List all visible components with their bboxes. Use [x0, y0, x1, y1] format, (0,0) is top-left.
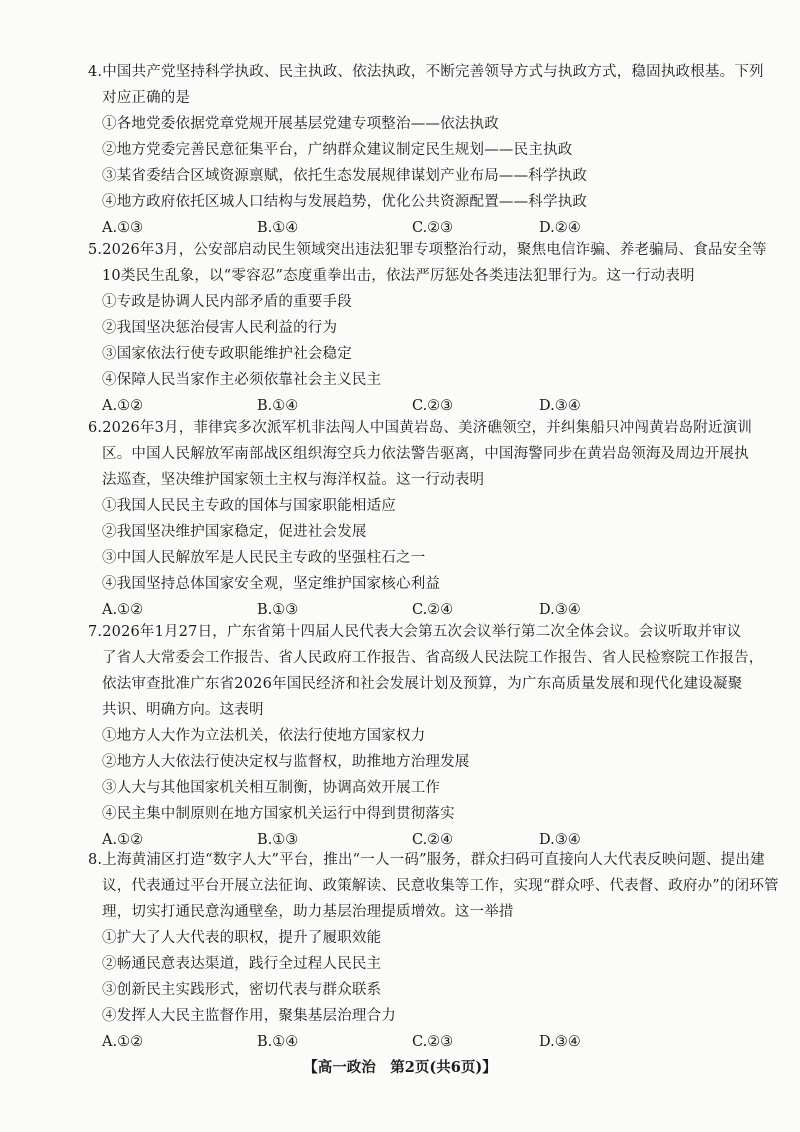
question-stem: 4.中国共产党坚持科学执政、民主执政、依法执政，不断完善领导方式与执政方式，稳固执政根基。下列 [88, 64, 764, 80]
option-statement: ①地方人大作为立法机关，依法行使地方国家权力 [102, 728, 426, 744]
option-statement: ①我国人民民主专政的国体与国家职能相适应 [102, 498, 396, 514]
option-statement: ②我国坚决惩治侵害人民利益的行为 [102, 320, 338, 336]
choice-a: A.①② [102, 832, 144, 848]
choice-c: C.②③ [412, 220, 454, 236]
answer-choices [102, 830, 662, 850]
question-stem: 了省人大常委会工作报告、省人民政府工作报告、省高级人民法院工作报告、省人民检察院工作报告， [102, 650, 764, 666]
choice-b: B.①③ [257, 832, 299, 848]
option-statement: ①专政是协调人民内部矛盾的重要手段 [102, 294, 352, 310]
choice-d: D.③④ [539, 1034, 581, 1050]
answer-choices [102, 396, 662, 416]
option-statement: ③国家依法行使专政职能维护社会稳定 [102, 346, 352, 362]
choice-d: D.③④ [539, 602, 581, 618]
choice-c: C.②④ [412, 602, 454, 618]
choice-a: A.①② [102, 602, 144, 618]
option-statement: ②畅通民意表达渠道，践行全过程人民民主 [102, 956, 382, 972]
option-statement: ④民主集中制原则在地方国家机关运行中得到贯彻落实 [102, 806, 455, 822]
question-stem: 10类民生乱象，以“零容忍”态度重拳出击，依法严厉惩处各类违法犯罪行为。这一行动表明 [102, 268, 695, 284]
choice-b: B.①④ [257, 220, 299, 236]
option-statement: ④保障人民当家作主必须依靠社会主义民主 [102, 372, 382, 388]
question-stem: 区。中国人民解放军南部战区组织海空兵力依法警告驱离，中国海警同步在黄岩岛领海及周边开展执 [102, 446, 749, 462]
choice-b: B.①④ [257, 398, 299, 414]
question-stem: 议，代表通过平台开展立法征询、政策解读、民意收集等工作，实现“群众呼、代表督、政府办”的闭环管 [102, 878, 779, 894]
option-statement: ③某省委结合区域资源禀赋，依托生态发展规律谋划产业布局——科学执政 [102, 168, 588, 184]
choice-d: D.②④ [539, 220, 581, 236]
option-statement: ①扩大了人大代表的职权，提升了履职效能 [102, 930, 382, 946]
choice-d: D.③④ [539, 832, 581, 848]
option-statement: ④地方政府依托区城人口结构与发展趋势，优化公共资源配置——科学执政 [102, 194, 588, 210]
option-statement: ②我国坚决维护国家稳定，促进社会发展 [102, 524, 367, 540]
option-statement: ②地方人大依法行使决定权与监督权，助推地方治理发展 [102, 754, 470, 770]
choice-c: C.②③ [412, 398, 454, 414]
answer-choices [102, 600, 662, 620]
choice-a: A.①② [102, 398, 144, 414]
option-statement: ③中国人民解放军是人民民主专政的坚强柱石之一 [102, 550, 426, 566]
choice-a: A.①② [102, 1034, 144, 1050]
question-stem: 依法审查批准广东省2026年国民经济和社会发展计划及预算，为广东高质量发展和现代化建设凝聚 [102, 676, 743, 692]
option-statement: ①各地党委依据党章党规开展基层党建专项整治——依法执政 [102, 116, 499, 132]
answer-choices [102, 218, 662, 238]
option-statement: ④发挥人大民主监督作用，聚集基层治理合力 [102, 1008, 396, 1024]
question-stem: 6.2026年3月，菲律宾多次派军机非法闯人中国黄岩岛、美济礁领空，并纠集船只冲闯黄岩岛附近演训 [88, 420, 753, 436]
page-footer: 【高一政治 第2页(共6页)】 [303, 1059, 497, 1076]
question-stem: 对应正确的是 [102, 90, 191, 106]
choice-d: D.③④ [539, 398, 581, 414]
option-statement: ②地方党委完善民意征集平台，广纳群众建议制定民生规划——民主执政 [102, 142, 573, 158]
choice-a: A.①③ [102, 220, 144, 236]
option-statement: ③创新民主实践形式，密切代表与群众联系 [102, 982, 382, 998]
question-stem: 理，切实打通民意沟通壁垒，助力基层治理提质增效。这一举措 [102, 904, 514, 920]
question-stem: 7.2026年1月27日，广东省第十四届人民代表大会第五次会议举行第二次全体会议。会议听取并审议 [88, 624, 742, 640]
question-stem: 8.上海黄浦区打造“数字人大”平台，推出“一人一码”服务，群众扫码可直接向人大代表反映问题、提出建 [88, 852, 765, 868]
option-statement: ④我国坚持总体国家安全观，坚定维护国家核心利益 [102, 576, 441, 592]
choice-c: C.②③ [412, 1034, 454, 1050]
choice-b: B.①③ [257, 602, 299, 618]
choice-b: B.①④ [257, 1034, 299, 1050]
question-stem: 共识、明确方向。这表明 [102, 702, 264, 718]
question-stem: 5.2026年3月，公安部启动民生领域突出违法犯罪专项整治行动，聚焦电信诈骗、养老骗局、食品安全等 [88, 242, 767, 258]
question-stem: 法巡查，坚决维护国家领土主权与海洋权益。这一行动表明 [102, 472, 485, 488]
option-statement: ③人大与其他国家机关相互制衡，协调高效开展工作 [102, 780, 441, 796]
answer-choices [102, 1032, 662, 1052]
choice-c: C.②④ [412, 832, 454, 848]
